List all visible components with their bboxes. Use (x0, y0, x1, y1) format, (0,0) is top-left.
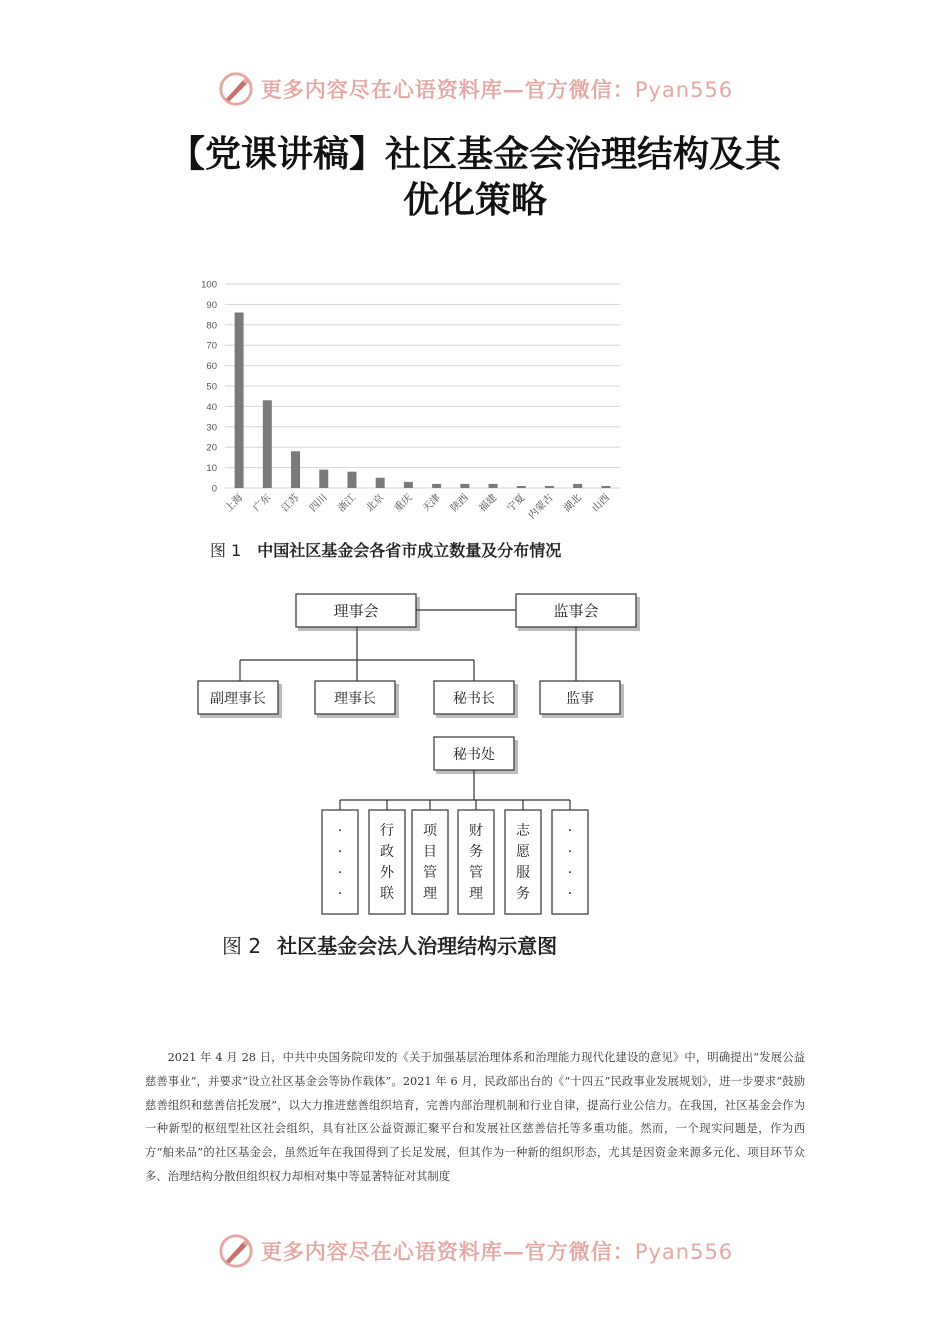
department-label: · (337, 844, 343, 860)
bar (291, 451, 300, 488)
department-label: · (337, 865, 343, 881)
y-tick-label: 80 (206, 320, 217, 332)
document-title (60, 132, 890, 224)
footer-banner (0, 1232, 950, 1270)
pen-logo-icon (217, 1232, 255, 1270)
figure1-caption: 图 1 中国社区基金会各省市成立数量及分布情况 (210, 541, 562, 560)
y-tick-label: 30 (206, 422, 217, 434)
x-tick-label: 陕西 (449, 492, 471, 515)
y-tick-label: 70 (206, 340, 217, 352)
governance-diagram (190, 588, 650, 928)
department-label: · (337, 886, 343, 902)
bar-chart (190, 270, 630, 532)
bar (263, 400, 272, 488)
x-tick-label: 山西 (590, 492, 613, 515)
x-tick-label: 上海 (223, 492, 246, 515)
y-tick-label: 0 (211, 483, 217, 495)
pen-logo-icon (217, 70, 255, 108)
bar (517, 486, 526, 488)
department-label: · (567, 886, 573, 902)
x-tick-label: 重庆 (392, 492, 415, 515)
x-tick-label: 浙江 (336, 492, 359, 515)
header-banner (0, 70, 950, 108)
department-label: 服 (516, 865, 530, 881)
vice-chairman-label: 副理事长 (210, 691, 266, 707)
y-tick-label: 60 (206, 361, 217, 373)
x-tick-label: 宁夏 (505, 492, 528, 515)
department-label: 行 (380, 823, 394, 839)
x-tick-label: 四川 (307, 492, 330, 515)
paragraph-text: 2021 年 4 月 28 日，中共中央国务院印发的《关于加强基层治理体系和治理能力现代化建设的意见》中，明确提出“发展公益慈善事业”，并要求“设立社区基金会等协作载体”。2021 年 6 月，民政部出台的《“十四五”民政事业发展规划》，进一步要求“鼓励慈善组织和慈善信托发展”，以大力推进慈善组织培育，完善内部治理机制和行业自律，提高行业公信力。在我国，社区基金会作为一种新型的枢纽型社区社会组织，具有社区公益资源汇聚平台和发展社区慈善信托等多重功能。然而，一个现实问题是，作为西方“舶来品”的社区基金会，虽然近年在我国得到了长足发展，但其作为一种新的组织形态，尤其是因资金来源多元化、项目环节众多、治理结构分散但组织权力却相对集中等显著特征对其制度 (145, 1051, 805, 1183)
department-label: 管 (423, 865, 437, 881)
bar (235, 313, 244, 488)
secretariat-label: 秘书处 (453, 747, 495, 763)
x-tick-label: 广东 (251, 492, 274, 515)
department-label: 外 (380, 865, 394, 881)
department-label: 务 (516, 886, 530, 902)
secretary-general-label: 秘书长 (453, 691, 495, 707)
department-label: · (567, 823, 573, 839)
y-tick-label: 20 (206, 442, 217, 454)
department-label: 目 (423, 844, 437, 860)
figure2-caption: 图 2 社区基金会法人治理结构示意图 (222, 934, 558, 958)
supervisory-board-label: 监事会 (553, 602, 599, 620)
department-label: 理 (423, 886, 437, 902)
department-label: 政 (380, 844, 394, 860)
y-tick-label: 100 (201, 279, 217, 291)
bar (432, 484, 441, 488)
bar (460, 484, 469, 488)
bar (489, 484, 498, 488)
y-tick-label: 10 (206, 463, 217, 475)
title-line-2: 优化策略 (402, 180, 547, 221)
bar (319, 470, 328, 488)
department-label: 志 (516, 823, 530, 839)
department-label: · (567, 865, 573, 881)
board-label: 理事会 (333, 602, 379, 620)
bar (347, 472, 356, 488)
department-label: 理 (469, 886, 483, 902)
department-label: · (567, 844, 573, 860)
banner-text: 更多内容尽在心语资料库—官方微信：Pyan556 (260, 1239, 734, 1264)
y-tick-label: 50 (206, 381, 217, 393)
x-tick-label: 湖北 (561, 492, 584, 515)
bar (376, 478, 385, 488)
y-tick-label: 90 (206, 299, 217, 311)
banner-text: 更多内容尽在心语资料库—官方微信：Pyan556 (260, 77, 734, 102)
bar (404, 482, 413, 488)
title-line-1: 【党课讲稿】社区基金会治理结构及其 (168, 134, 781, 175)
department-label: 愿 (516, 844, 530, 860)
x-tick-label: 天津 (420, 492, 443, 515)
department-label: · (337, 823, 343, 839)
x-tick-label: 北京 (364, 492, 387, 515)
chairman-label: 理事长 (334, 691, 376, 707)
bar (573, 484, 582, 488)
department-label: 财 (469, 823, 483, 839)
x-tick-label: 内蒙古 (526, 492, 556, 522)
bar (545, 486, 554, 488)
y-tick-label: 40 (206, 401, 217, 413)
bar (601, 486, 610, 488)
body-paragraph (145, 1046, 805, 1189)
department-label: 项 (423, 823, 437, 839)
department-label: 管 (469, 865, 483, 881)
department-label: 联 (380, 886, 394, 902)
x-tick-label: 福建 (477, 492, 500, 515)
department-label: 务 (469, 844, 483, 860)
supervisor-label: 监事 (566, 691, 594, 707)
x-tick-label: 江苏 (279, 492, 302, 515)
